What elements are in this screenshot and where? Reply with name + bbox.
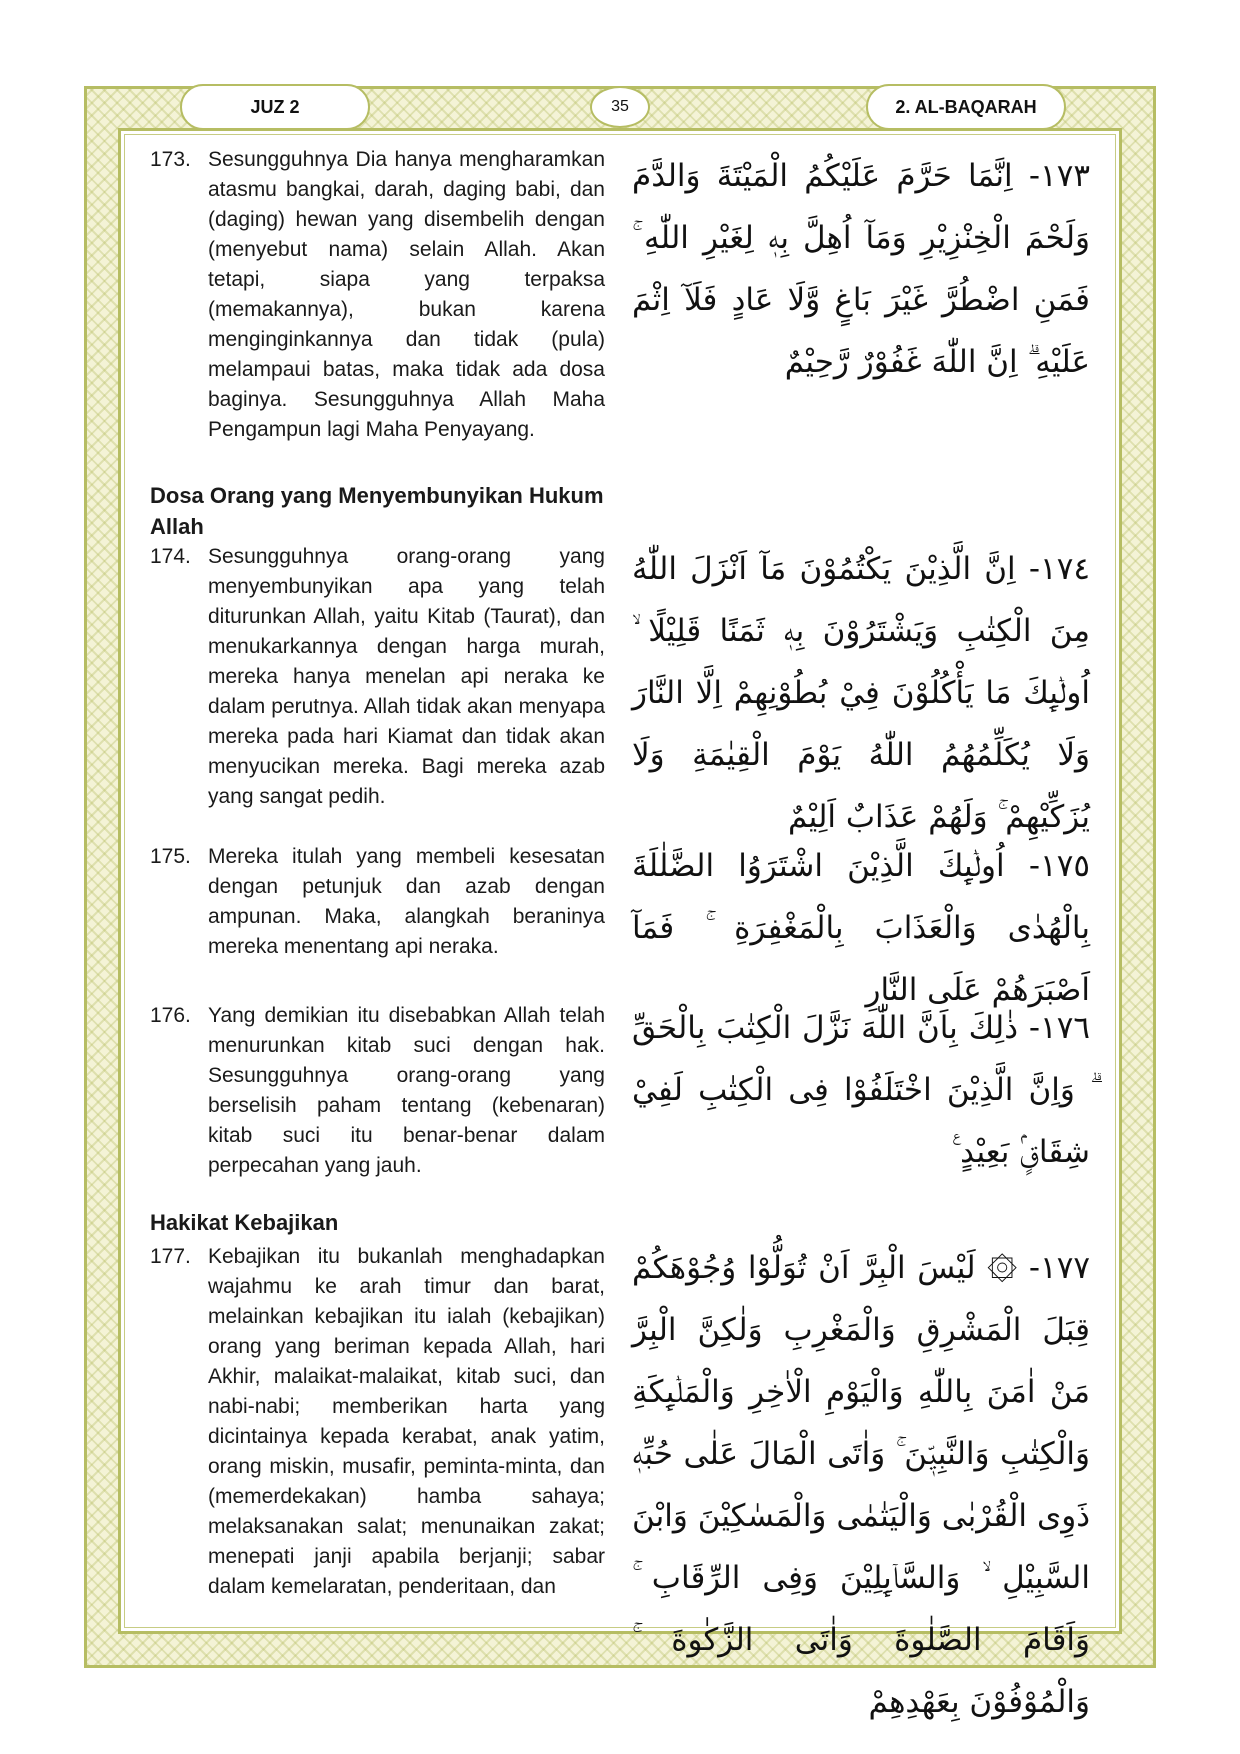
page-content <box>150 145 1090 1720</box>
juz-label: JUZ 2 <box>180 84 370 130</box>
arabic-verse-175: ١٧٥- اُولٰۤىِٕكَ الَّذِيْنَ اشْتَرَوُا الضَّلٰلَةَ بِالْهُدٰى وَالْعَذَابَ بِالْمَغْفِرَةِ ۚ فَمَآ اَصْبَرَهُمْ عَلَى النَّارِ <box>632 848 1090 1008</box>
arabic-verse-177: ١٧٧- ۞ لَيْسَ الْبِرَّ اَنْ تُوَلُّوْا وُجُوْهَكُمْ قِبَلَ الْمَشْرِقِ وَالْمَغْرِبِ وَلٰكِنَّ الْبِرَّ مَنْ اٰمَنَ بِاللّٰهِ وَالْيَوْمِ الْاٰخِرِ وَالْمَلٰۤىِٕكَةِ وَالْكِتٰبِ وَالنَّبِيّٖنَ ۚ وَاٰتَى الْمَالَ عَلٰى حُبِّهٖ ذَوِى الْقُرْبٰى وَالْيَتٰمٰى وَالْمَسٰكِيْنَ وَابْنَ السَّبِيْلِ ۙ وَالسَّاۤىِٕلِيْنَ وَفِى الرِّقَابِ ۚ وَاَقَامَ الصَّلٰوةَ وَاٰتَى الزَّكٰوةَ ۚ وَالْمُوْفُوْنَ بِعَهْدِهِمْ <box>632 1250 1090 1720</box>
translation-176 <box>150 1001 605 1181</box>
arabic-verse-174: ١٧٤- اِنَّ الَّذِيْنَ يَكْتُمُوْنَ مَآ اَنْزَلَ اللّٰهُ مِنَ الْكِتٰبِ وَيَشْتَرُوْنَ بِهٖ ثَمَنًا قَلِيْلًا ۙ اُولٰۤىِٕكَ مَا يَأْكُلُوْنَ فِيْ بُطُوْنِهِمْ اِلَّا النَّارَ وَلَا يُكَلِّمُهُمُ اللّٰهُ يَوْمَ الْقِيٰمَةِ وَلَا يُزَكِّيْهِمْ ۚ وَلَهُمْ عَذَابٌ اَلِيْمٌ <box>632 551 1090 835</box>
verse-number: 173. <box>150 148 191 171</box>
translation-177 <box>150 1242 605 1602</box>
verse-translation: Sesungguhnya Dia hanya mengharamkan atasmu bangkai, darah, daging babi, dan (daging) hewan yang disembelih dengan (menyebut nama) selain Allah. Akan tetapi, siapa yang terpaksa (memakannya), bukan karena menginginkannya dan tidak (pula) melampaui batas, maka tidak ada dosa baginya. Sesungguhnya Allah Maha Pengampun lagi Maha Penyayang. <box>208 148 605 441</box>
verse-translation: Kebajikan itu bukanlah menghadapkan wajahmu ke arah timur dan barat, melainkan kebajikan itu ialah (kebajikan) orang yang beriman kepada Allah, hari Akhir, malaikat-malaikat, kitab suci, dan nabi-nabi; memberikan harta yang dicintainya kepada kerabat, anak yatim, orang miskin, musafir, peminta-minta, dan (memerdekakan) hamba sahaya; melaksanakan salat; menunaikan zakat; menepati janji apabila berjanji; sabar dalam kemelaratan, penderitaan, dan <box>208 1245 605 1598</box>
translation-174 <box>150 542 605 812</box>
verse-number: 175. <box>150 845 191 868</box>
surah-label: 2. AL-BAQARAH <box>866 84 1066 130</box>
verse-translation: Mereka itulah yang membeli kesesatan dengan petunjuk dan azab dengan ampunan. Maka, alangkah beraninya mereka menentang api neraka. <box>208 845 605 958</box>
translation-173 <box>150 145 605 445</box>
verse-translation: Yang demikian itu disebabkan Allah telah menurunkan kitab suci dengan hak. Sesungguhnya orang-orang yang berselisih paham tentang (kebenaran) kitab suci itu benar-benar dalam perpecahan yang jauh. <box>208 1004 605 1177</box>
section-heading: Hakikat Kebajikan <box>150 1210 339 1235</box>
arabic-verse-176: ١٧٦- ذٰلِكَ بِاَنَّ اللّٰهَ نَزَّلَ الْكِتٰبَ بِالْحَقِّ ۗ وَاِنَّ الَّذِيْنَ اخْتَلَفُوْا فِى الْكِتٰبِ لَفِيْ شِقَاقٍۢ بَعِيْدٍ ࣖ <box>632 1010 1090 1170</box>
page-number: 35 <box>590 86 650 128</box>
translation-175 <box>150 842 605 962</box>
verse-translation: Sesungguhnya orang-orang yang menyembunyikan apa yang telah diturunkan Allah, yaitu Kitab (Taurat), dan menukarkannya dengan harga murah, mereka hanya menelan api neraka ke dalam perutnya. Allah tidak akan menyapa mereka pada hari Kiamat dan tidak akan menyucikan mereka. Bagi mereka azab yang sangat pedih. <box>208 545 605 808</box>
verse-number: 174. <box>150 545 191 568</box>
verse-number: 176. <box>150 1004 191 1027</box>
verse-number: 177. <box>150 1245 191 1268</box>
section-heading: Dosa Orang yang Menyembunyikan Hukum Allah <box>150 483 604 539</box>
arabic-verse-173: ١٧٣- اِنَّمَا حَرَّمَ عَلَيْكُمُ الْمَيْتَةَ وَالدَّمَ وَلَحْمَ الْخِنْزِيْرِ وَمَآ اُهِلَّ بِهٖ لِغَيْرِ اللّٰهِ ۚ فَمَنِ اضْطُرَّ غَيْرَ بَاغٍ وَّلَا عَادٍ فَلَآ اِثْمَ عَلَيْهِ ۗ اِنَّ اللّٰهَ غَفُوْرٌ رَّحِيْمٌ <box>632 158 1090 380</box>
